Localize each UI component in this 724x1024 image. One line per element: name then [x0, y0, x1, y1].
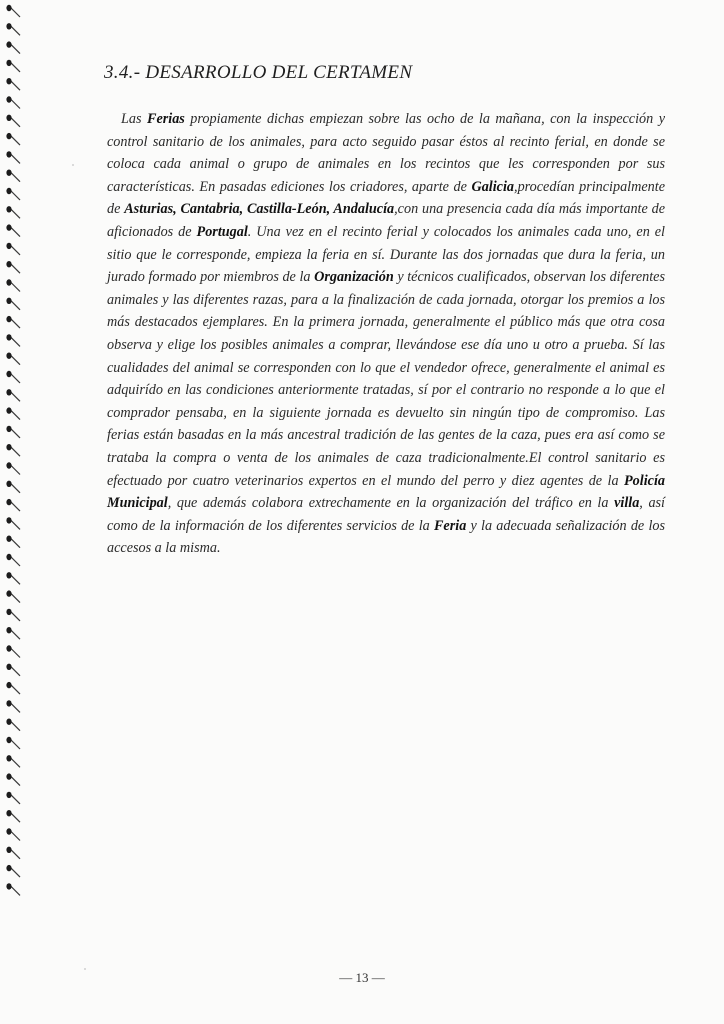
binding-ring: [6, 316, 20, 328]
binding-ring: [6, 279, 20, 291]
binding-ring: [6, 645, 20, 657]
binding-ring: [6, 627, 20, 639]
text-run: y técnicos cualificados, observan los diferentes animales y las diferentes razas, para a la finalización de cada jornada, otorgar los premios a los más destacados ejemplares. En la primera jornada, generalmente el público más que otra cosa observa y elige los posibles animales a comprar, llevándose ese día uno u otro a prueba. Sí las cualidades del animal se corresponden con lo que el vendedor ofrece, generalmente el animal es adquirído en las condiciones anteriormente tratadas, sí por el contrario no responde a lo que el comprador pensaba, en la siguiente jornada es devuelto sin ningún tipo de compromiso. Las ferias están basadas en la más ancestral tradición de las gentes de la caza, pues era así como se trataba la compra o venta de los animales de caza tradicionalmente.El control sanitario es efectuado por cuatro veterinarios expertos en el mundo del perro y diez agentes de la: [107, 269, 665, 489]
binding-ring: [6, 755, 20, 767]
bold-term-policia: Policía Municipal: [107, 472, 665, 512]
binding-ring: [6, 865, 20, 877]
binding-ring: [6, 170, 20, 182]
binding-ring: [6, 96, 20, 108]
bold-term-villa: villa: [614, 495, 640, 512]
text-run: propiamente dichas empiezan sobre las ocho de la mañana, con la inspección y control sanitario de los animales, para acto seguido pasar éstos al recinto ferial, en donde se coloca cada animal o grupo de animales en los recintos que les corresponden por sus características. En pasadas ediciones los criadores, aparte de: [107, 111, 666, 195]
binding-ring: [6, 883, 20, 895]
bold-term-ferias: Ferias: [146, 111, 185, 127]
text-run: , así como de la información de los diferentes servicios de la: [107, 495, 665, 534]
binding-ring: [6, 572, 20, 584]
text-run: , que además colabora extrechamente en la organización del tráfico en la: [167, 495, 615, 512]
section-title: 3.4.- DESARROLLO DEL CERTAMEN: [104, 62, 413, 83]
binding-ring: [6, 517, 20, 529]
binding-ring: [6, 700, 20, 712]
binding-ring: [6, 810, 20, 822]
binding-ring: [6, 682, 20, 694]
binding-ring: [6, 590, 20, 602]
binding-ring: [6, 444, 20, 456]
binding-ring: [6, 78, 20, 90]
binding-ring: [6, 847, 20, 859]
binding-ring: [6, 371, 20, 383]
binding-ring: [6, 133, 20, 145]
body-paragraph: [107, 108, 665, 560]
bold-term-organizacion: Organización: [314, 269, 394, 286]
paper-speck: [72, 164, 74, 166]
binding-ring: [6, 609, 20, 621]
page-number: — 13 —: [339, 970, 385, 985]
binding-ring: [6, 481, 20, 493]
bold-term-regions: Asturias, Cantabria, Castilla-León, Andalucía: [124, 201, 395, 218]
binding-ring: [6, 462, 20, 474]
binding-ring: [6, 353, 20, 365]
bold-term-portugal: Portugal: [196, 223, 248, 240]
binding-ring: [6, 23, 20, 35]
spiral-binding: [0, 0, 22, 1024]
binding-ring: [6, 243, 20, 255]
bold-term-galicia: Galicia: [471, 178, 515, 195]
bold-term-feria: Feria: [433, 517, 467, 534]
binding-ring: [6, 224, 20, 236]
binding-ring: [6, 151, 20, 163]
text-run: ,procedían principalmente de: [107, 178, 665, 218]
binding-ring: [6, 426, 20, 438]
binding-ring: [6, 737, 20, 749]
text-run: ,con una presencia cada día más importante de aficionados de: [107, 201, 665, 240]
binding-ring: [6, 60, 20, 72]
binding-ring: [6, 828, 20, 840]
text-run: y la adecuada señalización de los accesos a la misma.: [107, 517, 665, 557]
binding-ring: [6, 41, 20, 53]
binding-ring: [6, 664, 20, 676]
binding-ring: [6, 261, 20, 273]
binding-ring: [6, 407, 20, 419]
binding-ring: [6, 334, 20, 346]
binding-ring: [6, 206, 20, 218]
binding-ring: [6, 554, 20, 566]
binding-ring: [6, 719, 20, 731]
binding-ring: [6, 499, 20, 511]
binding-ring: [6, 389, 20, 401]
binding-ring: [6, 188, 20, 200]
text-run: Las: [121, 111, 147, 127]
text-run: . Una vez en el recinto ferial y colocados los animales cada uno, en el sitio que le corresponde, empieza la feria en sí. Durante las dos jornadas que dura la feria, un jurado formado por miembros de la: [107, 223, 665, 286]
binding-ring: [6, 115, 20, 127]
binding-ring: [6, 5, 20, 17]
binding-ring: [6, 298, 20, 310]
binding-ring: [6, 792, 20, 804]
binding-ring: [6, 536, 20, 548]
binding-ring: [6, 773, 20, 785]
